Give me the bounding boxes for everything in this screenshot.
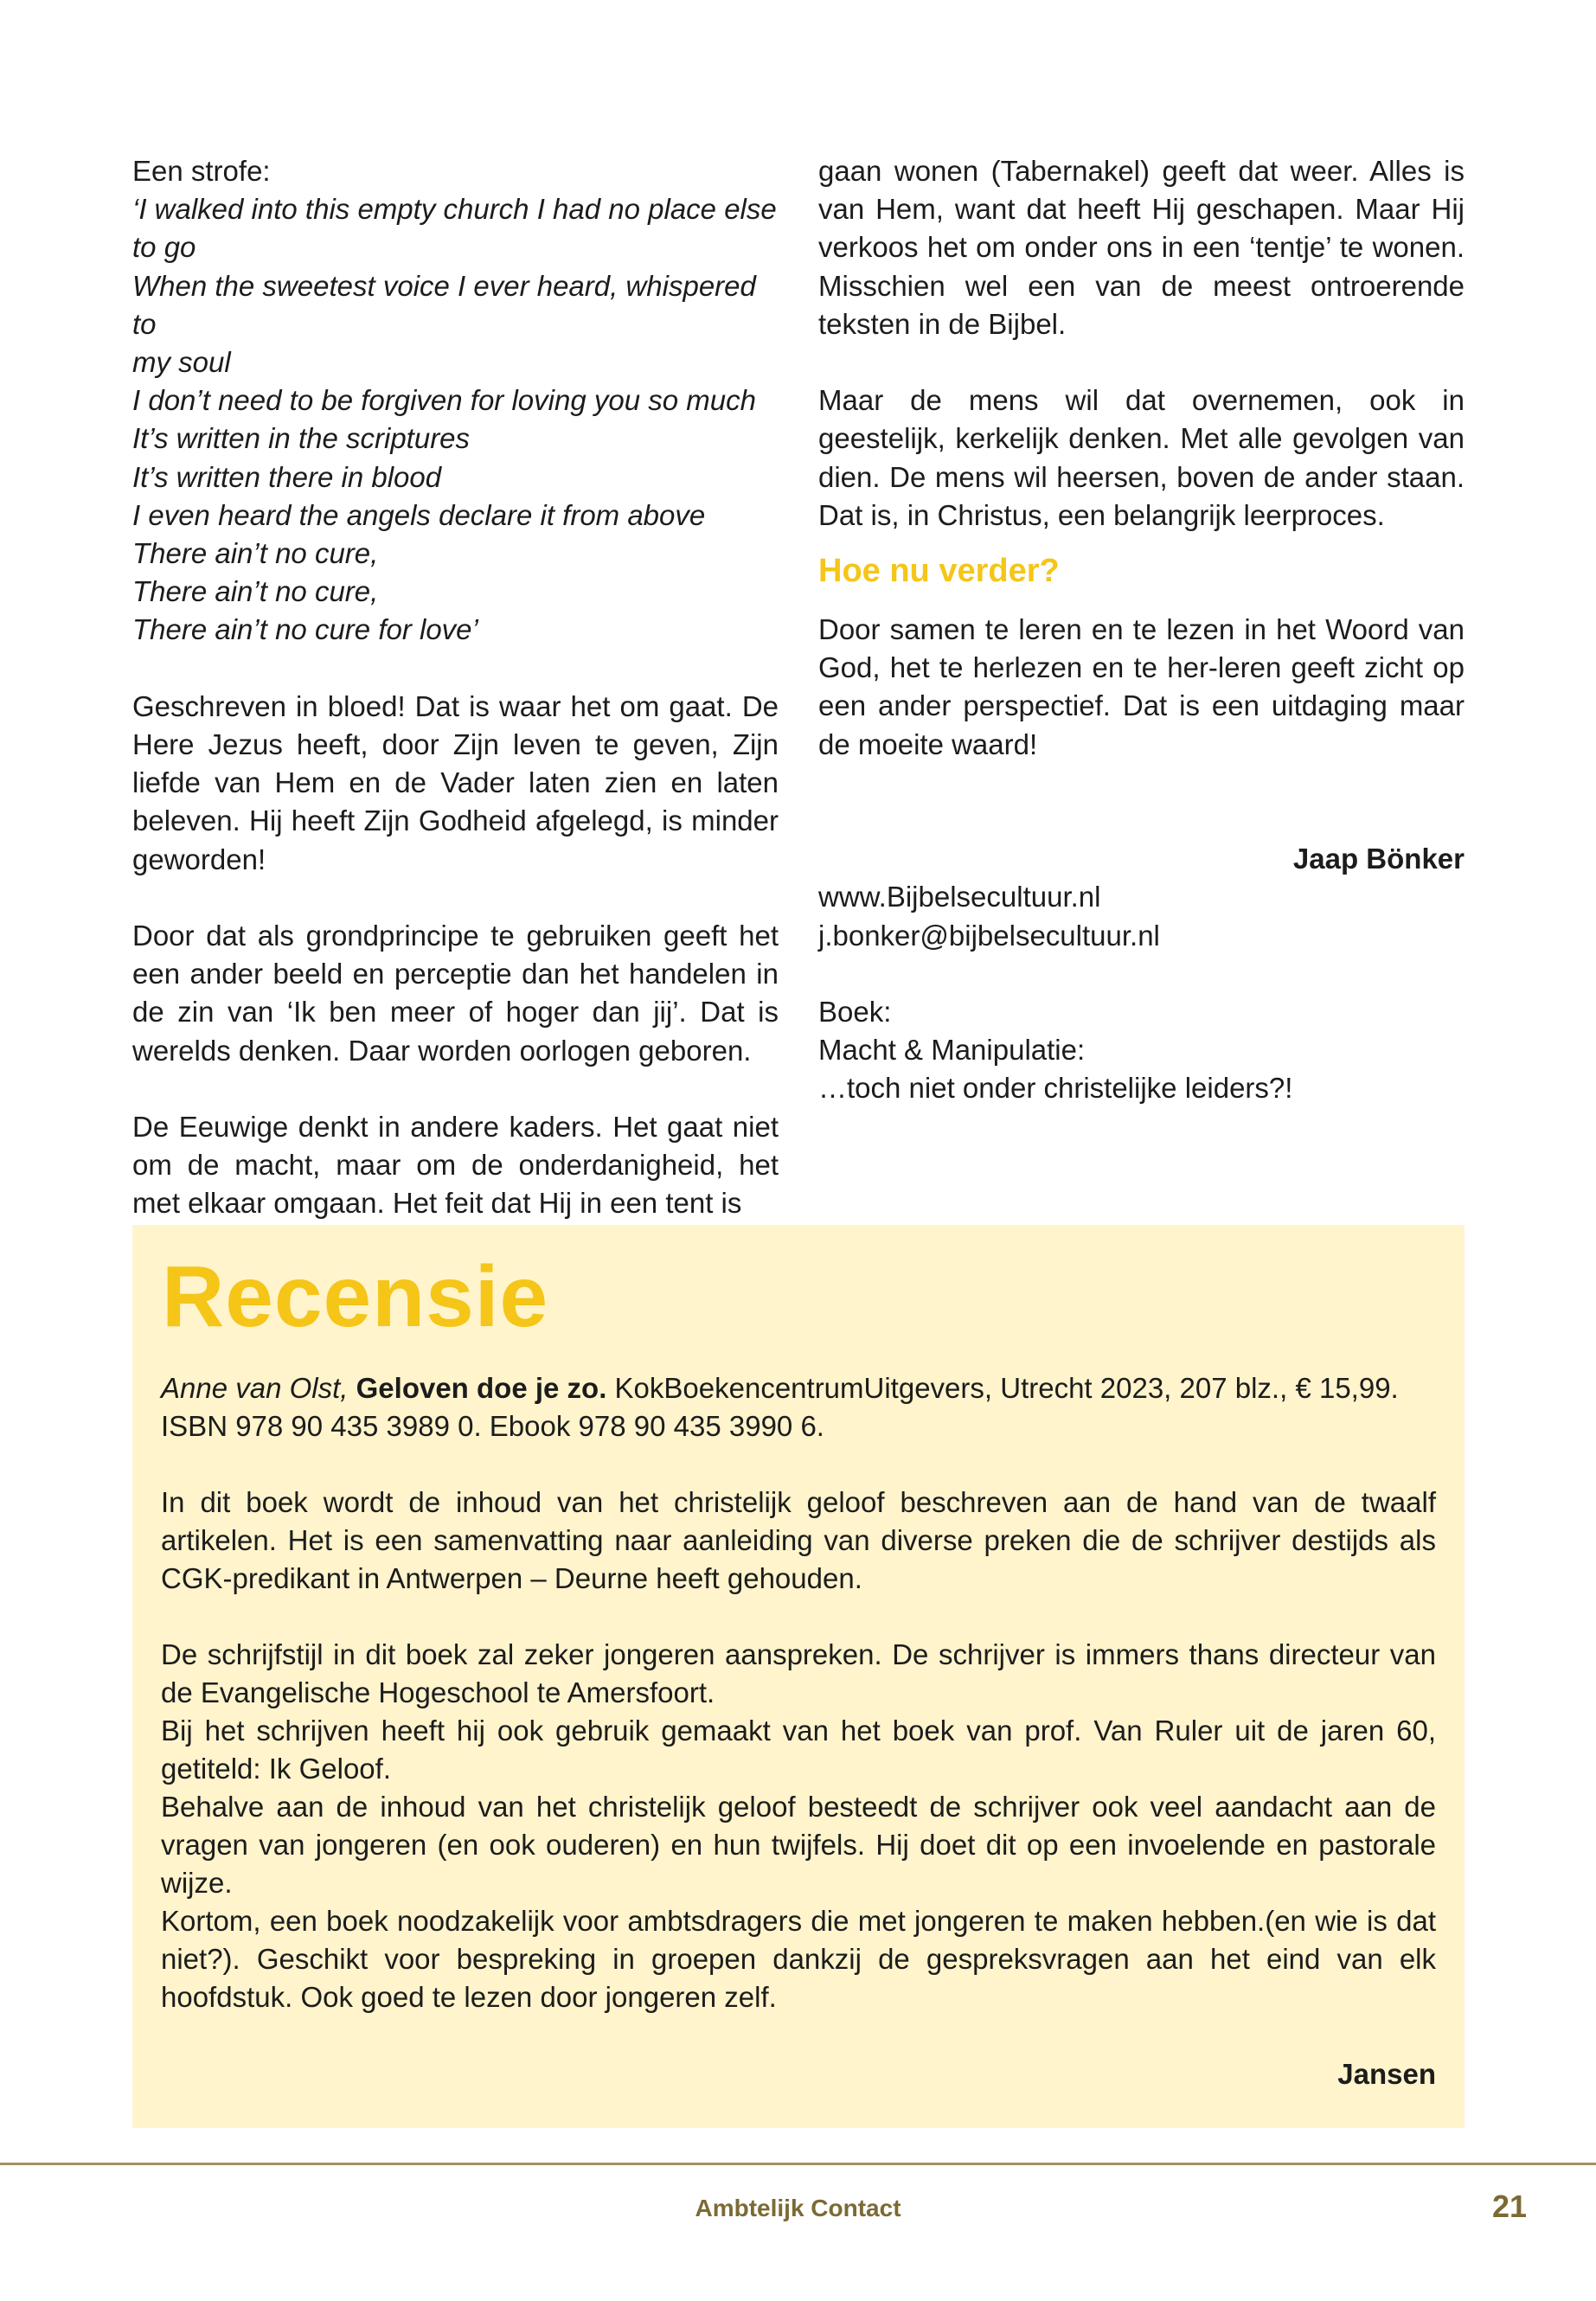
review-box bbox=[132, 1225, 1465, 2128]
left-column bbox=[132, 152, 779, 1223]
email-link[interactable]: j.bonker@bijbelsecultuur.nl bbox=[818, 919, 1160, 952]
lyric-line: ‘I walked into this empty church I had no place else bbox=[132, 193, 777, 226]
review-body bbox=[161, 1369, 1436, 2093]
lyric-line: my soul bbox=[132, 346, 231, 379]
section-heading: Hoe nu verder? bbox=[818, 553, 1060, 590]
article-author: Jaap Bönker bbox=[1292, 843, 1465, 875]
lyric-line: to go bbox=[132, 231, 196, 264]
body-paragraph: gaan wonen (Tabernakel) geeft dat weer. Alles is van Hem, want dat heeft Hij geschapen. Maar Hij verkoos het om onder ons in een ‘tentje’ te wonen. Misschien wel een van de meest ontroerende teksten in de Bijbel. bbox=[818, 155, 1465, 340]
page-number: 21 bbox=[1491, 2189, 1527, 2224]
review-paragraph: Kortom, een boek noodzakelijk voor ambtsdragers die met jongeren te maken hebben.(en wie is dat niet?). Geschikt voor bespreking in groepen dankzij de gespreksvragen aan het eind van elk hoofdstuk. Ook goed te lezen door jongeren zelf. bbox=[161, 1905, 1436, 2014]
lyric-line: I don’t need to be forgiven for loving you so much bbox=[132, 384, 756, 417]
stanza-intro: Een strofe: bbox=[132, 155, 271, 187]
review-paragraph: In dit boek wordt de inhoud van het christelijk geloof beschreven aan de hand van de twaalf artikelen. Het is een samenvatting naar aanleiding van diverse preken die de schrijver destijds als CGK-predikant in Antwerpen – Deurne heeft gehouden. bbox=[161, 1486, 1436, 1595]
review-paragraph: De schrijfstijl in dit boek zal zeker jongeren aanspreken. De schrijver is immers thans directeur van de Evangelische Hogeschool te Amersfoort. bbox=[161, 1638, 1436, 1709]
book-subtitle: …toch niet onder christelijke leiders?! bbox=[818, 1072, 1293, 1105]
song-lyrics bbox=[132, 190, 779, 649]
lyric-line: It’s written in the scriptures bbox=[132, 422, 471, 455]
right-column bbox=[818, 152, 1465, 1108]
book-label: Boek: bbox=[818, 996, 892, 1028]
review-book-title: Geloven doe je zo. bbox=[356, 1372, 607, 1404]
lyric-line: There ain’t no cure, bbox=[132, 537, 379, 570]
lyric-line: There ain’t no cure for love’ bbox=[132, 613, 478, 646]
lyric-line: When the sweetest voice I ever heard, whispered to bbox=[132, 269, 756, 340]
review-isbn: ISBN 978 90 435 3989 0. Ebook 978 90 435 3990 6. bbox=[161, 1410, 824, 1442]
body-paragraph: Door samen te leren en te lezen in het Woord van God, het te herlezen en te her-leren geeft zicht op een ander perspectief. Dat is een uitdaging maar de moeite waard! bbox=[818, 613, 1465, 760]
lyric-line: I even heard the angels declare it from above bbox=[132, 498, 706, 531]
review-paragraph: Behalve aan de inhoud van het christelijk geloof besteedt de schrijver ook veel aandacht aan de vragen van jongeren (en ook ouderen) en hun twijfels. Hij doet dit op een invoelende en pastorale wijze. bbox=[161, 1791, 1436, 1900]
review-publisher-info: KokBoekencentrumUitgevers, Utrecht 2023, 207 blz., € 15,99. bbox=[614, 1372, 1399, 1404]
website-link[interactable]: www.Bijbelsecultuur.nl bbox=[818, 881, 1101, 913]
body-paragraph: Door dat als grondprincipe te gebruiken geeft het een ander beeld en perceptie dan het handelen in de zin van ‘Ik ben meer of hoger dan jij’. Dat is werelds denken. Daar worden oorlogen geboren. bbox=[132, 920, 779, 1067]
body-paragraph: De Eeuwige denkt in andere kaders. Het gaat niet om de macht, maar om de onderdanigheid, het met elkaar omgaan. Het feit dat Hij in een tent is bbox=[132, 1111, 779, 1220]
review-title: Recensie bbox=[162, 1248, 549, 1345]
lyric-line: It’s written there in blood bbox=[132, 460, 442, 493]
body-paragraph: Geschreven in bloed! Dat is waar het om gaat. De Here Jezus heeft, door Zijn leven te geven, Zijn liefde van Hem en de Vader laten zien en laten beleven. Hij heeft Zijn Godheid afgelegd, is minder geworden! bbox=[132, 689, 779, 875]
review-paragraph: Bij het schrijven heeft hij ook gebruik gemaakt van het boek van prof. Van Ruler uit de jaren 60, getiteld: Ik Geloof. bbox=[161, 1715, 1436, 1785]
review-citation bbox=[161, 1369, 1436, 1407]
book-title: Macht & Manipulatie: bbox=[818, 1034, 1086, 1067]
lyric-line: There ain’t no cure, bbox=[132, 575, 379, 608]
body-paragraph: Maar de mens wil dat overnemen, ook in geestelijk, kerkelijk denken. Met alle gevolgen van dien. De mens wil heersen, boven de ander staan. Dat is, in Christus, een belangrijk leerproces. bbox=[818, 384, 1465, 531]
reviewer-name: Jansen bbox=[1337, 2057, 1436, 2090]
review-book-author: Anne van Olst, bbox=[161, 1372, 349, 1404]
footer-publication: Ambtelijk Contact bbox=[695, 2195, 901, 2221]
footer-divider bbox=[0, 2163, 1596, 2165]
